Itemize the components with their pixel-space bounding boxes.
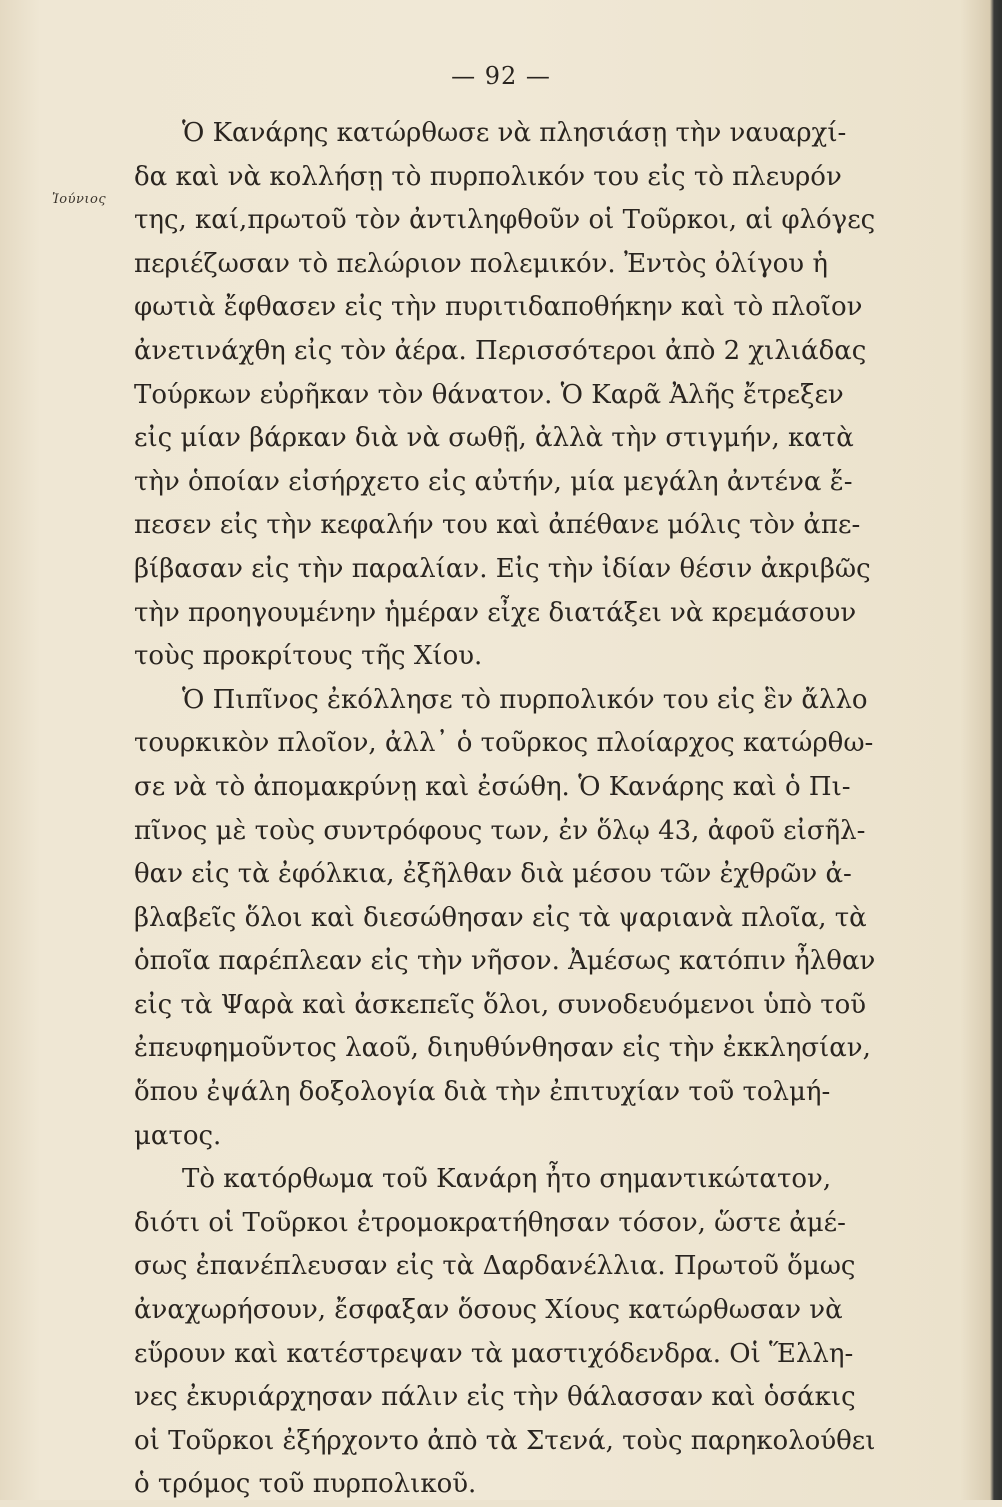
text-line: βίβασαν εἰς τὴν παραλίαν. Εἰς τὴν ἰδίαν θέσιν ἀκριβῶς <box>134 553 871 584</box>
text-line: πεσεν εἰς τὴν κεφαλήν του καὶ ἀπέθανε μόλις τὸν ἀπε- <box>134 510 861 541</box>
text-line: ὁ τρόμος τοῦ πυρπολικοῦ. <box>134 1469 477 1500</box>
text-line: ἀναχωρήσουν, ἔσφαξαν ὅσους Χίους κατώρθωσαν νὰ <box>134 1295 843 1326</box>
text-line: εἰς τὰ Ψαρὰ καὶ ἀσκεπεῖς ὅλοι, συνοδευόμενοι ὑπὸ τοῦ <box>134 989 867 1020</box>
text-line: τουρκικὸν πλοῖον, ἀλλ᾿ ὁ τοῦρκος πλοίαρχος κατώρθω- <box>134 728 874 759</box>
text-line: Τούρκων εὐρῆκαν τὸν θάνατον. Ὁ Καρᾶ Ἀλῆς ἔτρεξεν <box>134 379 844 410</box>
body-text <box>134 112 880 1507</box>
text-line: οἱ Τοῦρκοι ἐξήρχοντο ἀπὸ τὰ Στενά, τοὺς παρηκολούθει <box>134 1425 876 1456</box>
text-line: φωτιὰ ἔφθασεν εἰς τὴν πυριτιδαποθήκην καὶ τὸ πλοῖον <box>134 292 863 323</box>
text-line: Ὁ Πιπῖνος ἐκόλλησε τὸ πυρπολικόν του εἰς ἓν ἄλλο <box>182 684 868 715</box>
text-line: τοὺς προκρίτους τῆς Χίου. <box>134 641 483 672</box>
text-line: εἰς μίαν βάρκαν διὰ νὰ σωθῇ, ἀλλὰ τὴν στιγμήν, κατὰ <box>134 423 854 454</box>
text-line: ὁποῖα παρέπλεαν εἰς τὴν νῆσον. Ἀμέσως κατόπιν ἦλθαν <box>134 946 876 977</box>
text-line: δα καὶ νὰ κολλήσῃ τὸ πυρπολικόν του εἰς τὸ πλευρόν <box>134 161 842 192</box>
text-line: ἀνετινάχθη εἰς τὸν ἀέρα. Περισσότεροι ἀπὸ 2 χιλιάδας <box>134 335 867 366</box>
text-line: ματος. <box>134 1120 222 1151</box>
text-line: τὴν ὁποίαν εἰσήρχετο εἰς αὐτήν, μία μεγάλη ἀντένα ἔ- <box>134 466 853 497</box>
page-number: — 92 — <box>451 62 551 90</box>
text-line: ἐπευφημοῦντος λαοῦ, διηυθύνθησαν εἰς τὴν ἐκκλησίαν, <box>134 1033 871 1064</box>
text-line: Ὁ Κανάρης κατώρθωσε νὰ πλησιάσῃ τὴν ναυαρχί- <box>182 118 847 148</box>
text-line: θαν εἰς τὰ ἐφόλκια, ἐξῆλθαν διὰ μέσου τῶν ἐχθρῶν ἀ- <box>134 859 852 890</box>
text-line: περιέζωσαν τὸ πελώριον πολεμικόν. Ἐντὸς ὀλίγου ἡ <box>134 248 828 279</box>
text-line: της, καί,πρωτοῦ τὸν ἀντιληφθοῦν οἱ Τοῦρκοι, αἱ φλόγες <box>134 205 876 236</box>
text-line: εὕρουν καὶ κατέστρεψαν τὰ μαστιχόδενδρα. Οἱ Ἕλλη- <box>134 1338 854 1369</box>
text-line: σε νὰ τὸ ἀπομακρύνῃ καὶ ἐσώθη. Ὁ Κανάρης καὶ ὁ Πι- <box>134 771 851 802</box>
text-line: τὴν προηγουμένην ἡμέραν εἶχε διατάξει νὰ κρεμάσουν <box>134 597 857 628</box>
margin-note: Ἰούνιος <box>52 192 107 207</box>
text-line: σως ἐπανέπλευσαν εἰς τὰ Δαρδανέλλια. Πρωτοῦ ὅμως <box>134 1251 856 1282</box>
text-line: βλαβεῖς ὅλοι καὶ διεσώθησαν εἰς τὰ ψαριανὰ πλοῖα, τὰ <box>134 902 867 933</box>
text-line: πῖνος μὲ τοὺς συντρόφους των, ἐν ὅλῳ 43, ἀφοῦ εἰσῆλ- <box>134 815 866 846</box>
text-line: διότι οἱ Τοῦρκοι ἐτρομοκρατήθησαν τόσον, ὥστε ἀμέ- <box>134 1207 846 1238</box>
text-line: νες ἐκυριάρχησαν πάλιν εἰς τὴν θάλασσαν καὶ ὁσάκις <box>134 1382 856 1413</box>
text-line: ὅπου ἐψάλη δοξολογία διὰ τὴν ἐπιτυχίαν τοῦ τολμή- <box>134 1077 831 1108</box>
text-line: Τὸ κατόρθωμα τοῦ Κανάρη ἦτο σημαντικώτατον, <box>182 1164 832 1195</box>
